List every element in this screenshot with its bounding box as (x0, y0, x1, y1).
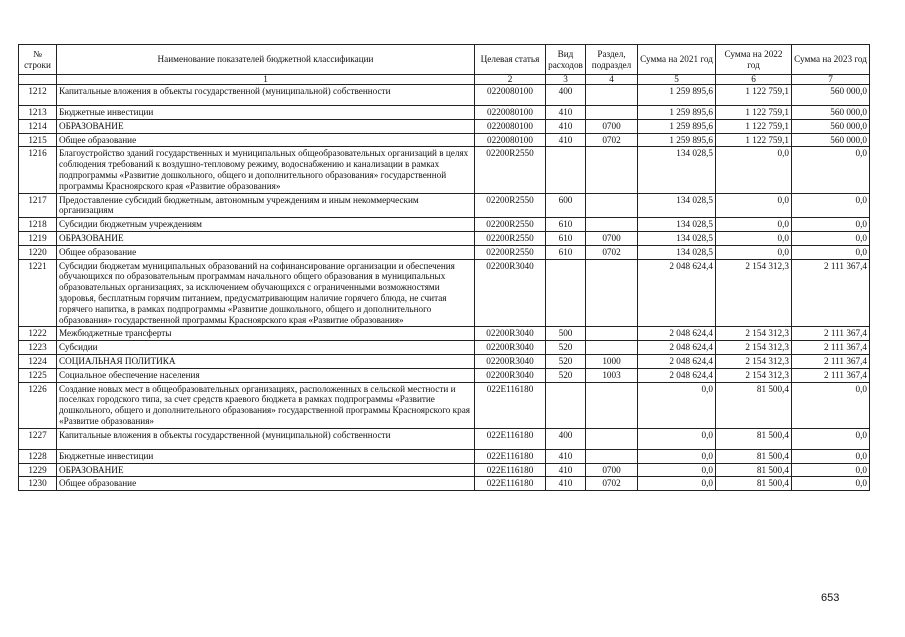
table-body (19, 85, 870, 491)
expense-type-cell: 410 (546, 106, 586, 120)
table-row (19, 231, 870, 245)
sum-2023-cell: 2 111 367,4 (792, 259, 870, 327)
target-article-cell: 0220080100 (475, 133, 546, 147)
section-cell (586, 449, 638, 463)
column-number: 1 (57, 75, 475, 85)
sum-2022-cell: 81 500,4 (716, 428, 792, 449)
header-name: Наименование показателей бюджетной классификации (57, 45, 475, 75)
indicator-name-cell: Бюджетные инвестиции (57, 449, 475, 463)
target-article-cell: 02200R2550 (475, 218, 546, 232)
target-article-cell: 02200R2550 (475, 231, 546, 245)
row-number-cell: 1221 (19, 259, 57, 327)
table-row (19, 147, 870, 193)
section-cell (586, 147, 638, 193)
sum-2021-cell: 2 048 624,4 (638, 341, 716, 355)
table-row (19, 428, 870, 449)
target-article-cell: 0220080100 (475, 85, 546, 106)
table-row (19, 133, 870, 147)
sum-2021-cell: 1 259 895,6 (638, 119, 716, 133)
sum-2021-cell: 2 048 624,4 (638, 259, 716, 327)
section-cell: 0700 (586, 231, 638, 245)
header-sum-2021: Сумма на 2021 год (638, 45, 716, 75)
expense-type-cell: 410 (546, 133, 586, 147)
expense-type-cell: 400 (546, 85, 586, 106)
sum-2021-cell: 0,0 (638, 449, 716, 463)
expense-type-cell: 410 (546, 449, 586, 463)
indicator-name-cell: Субсидии бюджетам муниципальных образований на софинансирование организации и обеспечения обучающихся по образовательным программам начального общего образования в муниципальных образовательных организациях, за исключением обучающихся с ограниченными возможностями здоровья, бесплатным горячим питанием, предусматривающим наличие горячего блюда, не считая горячего напитка, в рамках подпрограммы «Развитие дошкольного, общего и дополнительного образования» государственной программы Красноярского края «Развитие образования» (57, 259, 475, 327)
row-number-cell: 1228 (19, 449, 57, 463)
column-number: 5 (638, 75, 716, 85)
expense-type-cell (546, 382, 586, 428)
row-number-cell: 1222 (19, 327, 57, 341)
sum-2022-cell: 0,0 (716, 245, 792, 259)
indicator-name-cell: Капитальные вложения в объекты государственной (муниципальной) собственности (57, 85, 475, 106)
header-expense-type: Вид расходов (546, 45, 586, 75)
expense-type-cell: 410 (546, 477, 586, 491)
table-row (19, 119, 870, 133)
row-number-cell: 1229 (19, 463, 57, 477)
indicator-name-cell: Социальное обеспечение населения (57, 368, 475, 382)
column-number: 2 (475, 75, 546, 85)
indicator-name-cell: Общее образование (57, 477, 475, 491)
target-article-cell: 022E116180 (475, 382, 546, 428)
sum-2022-cell: 2 154 312,3 (716, 354, 792, 368)
sum-2023-cell: 0,0 (792, 218, 870, 232)
section-cell (586, 382, 638, 428)
table-row (19, 341, 870, 355)
sum-2021-cell: 0,0 (638, 382, 716, 428)
target-article-cell: 02200R3040 (475, 327, 546, 341)
sum-2022-cell: 81 500,4 (716, 449, 792, 463)
header-row (19, 45, 870, 75)
indicator-name-cell: Субсидии (57, 341, 475, 355)
expense-type-cell: 610 (546, 218, 586, 232)
table-row (19, 449, 870, 463)
target-article-cell: 022E116180 (475, 449, 546, 463)
header-sum-2022: Сумма на 2022 год (716, 45, 792, 75)
table-row (19, 218, 870, 232)
expense-type-cell (546, 147, 586, 193)
indicator-name-cell: СОЦИАЛЬНАЯ ПОЛИТИКА (57, 354, 475, 368)
target-article-cell: 022E116180 (475, 463, 546, 477)
target-article-cell: 022E116180 (475, 428, 546, 449)
sum-2022-cell: 81 500,4 (716, 463, 792, 477)
section-cell: 0702 (586, 477, 638, 491)
column-number-row (19, 75, 870, 85)
row-number-cell: 1219 (19, 231, 57, 245)
expense-type-cell: 410 (546, 119, 586, 133)
sum-2021-cell: 134 028,5 (638, 147, 716, 193)
sum-2021-cell: 1 259 895,6 (638, 133, 716, 147)
sum-2023-cell: 0,0 (792, 428, 870, 449)
indicator-name-cell: Бюджетные инвестиции (57, 106, 475, 120)
sum-2023-cell: 0,0 (792, 245, 870, 259)
section-cell (586, 193, 638, 218)
row-number-cell: 1218 (19, 218, 57, 232)
section-cell: 1000 (586, 354, 638, 368)
sum-2023-cell: 0,0 (792, 477, 870, 491)
indicator-name-cell: ОБРАЗОВАНИЕ (57, 231, 475, 245)
indicator-name-cell: Межбюджетные трансферты (57, 327, 475, 341)
row-number-cell: 1220 (19, 245, 57, 259)
expense-type-cell (546, 259, 586, 327)
header-target-article: Целевая статья (475, 45, 546, 75)
indicator-name-cell: ОБРАЗОВАНИЕ (57, 463, 475, 477)
sum-2022-cell: 1 122 759,1 (716, 133, 792, 147)
indicator-name-cell: Общее образование (57, 133, 475, 147)
sum-2022-cell: 1 122 759,1 (716, 106, 792, 120)
row-number-cell: 1230 (19, 477, 57, 491)
sum-2022-cell: 2 154 312,3 (716, 259, 792, 327)
sum-2021-cell: 2 048 624,4 (638, 368, 716, 382)
sum-2023-cell: 560 000,0 (792, 119, 870, 133)
expense-type-cell: 610 (546, 231, 586, 245)
sum-2022-cell: 0,0 (716, 231, 792, 245)
sum-2021-cell: 134 028,5 (638, 218, 716, 232)
sum-2021-cell: 134 028,5 (638, 231, 716, 245)
sum-2021-cell: 0,0 (638, 428, 716, 449)
indicator-name-cell: ОБРАЗОВАНИЕ (57, 119, 475, 133)
sum-2022-cell: 0,0 (716, 147, 792, 193)
expense-type-cell: 610 (546, 245, 586, 259)
sum-2021-cell: 2 048 624,4 (638, 354, 716, 368)
target-article-cell: 0220080100 (475, 119, 546, 133)
table-row (19, 382, 870, 428)
section-cell (586, 85, 638, 106)
section-cell: 0700 (586, 119, 638, 133)
section-cell: 1003 (586, 368, 638, 382)
header-sum-2023: Сумма на 2023 год (792, 45, 870, 75)
header-section: Раздел, подраздел (586, 45, 638, 75)
sum-2022-cell: 2 154 312,3 (716, 327, 792, 341)
table-row (19, 463, 870, 477)
table-row (19, 193, 870, 218)
section-cell (586, 218, 638, 232)
sum-2022-cell: 0,0 (716, 193, 792, 218)
sum-2021-cell: 2 048 624,4 (638, 327, 716, 341)
target-article-cell: 02200R3040 (475, 341, 546, 355)
table-row (19, 245, 870, 259)
target-article-cell: 02200R3040 (475, 354, 546, 368)
section-cell (586, 341, 638, 355)
sum-2023-cell: 0,0 (792, 147, 870, 193)
table-row (19, 259, 870, 327)
indicator-name-cell: Капитальные вложения в объекты государственной (муниципальной) собственности (57, 428, 475, 449)
section-cell (586, 327, 638, 341)
sum-2023-cell: 560 000,0 (792, 133, 870, 147)
header-row-number: № строки (19, 45, 57, 75)
section-cell: 0702 (586, 245, 638, 259)
target-article-cell: 02200R2550 (475, 245, 546, 259)
sum-2021-cell: 1 259 895,6 (638, 85, 716, 106)
sum-2022-cell: 81 500,4 (716, 477, 792, 491)
sum-2023-cell: 2 111 367,4 (792, 354, 870, 368)
indicator-name-cell: Создание новых мест в общеобразовательных организациях, расположенных в сельской местности и поселках городского типа, за счет средств краевого бюджета в рамках подпрограммы «Развитие дошкольного, общего и дополнительного образования» государственной программы Красноярского края «Развитие образования» (57, 382, 475, 428)
table-row (19, 354, 870, 368)
row-number-cell: 1227 (19, 428, 57, 449)
table-row (19, 327, 870, 341)
table-row (19, 106, 870, 120)
sum-2021-cell: 0,0 (638, 463, 716, 477)
sum-2023-cell: 0,0 (792, 193, 870, 218)
row-number-cell: 1214 (19, 119, 57, 133)
column-number: 7 (792, 75, 870, 85)
section-cell (586, 106, 638, 120)
sum-2023-cell: 0,0 (792, 463, 870, 477)
row-number-cell: 1212 (19, 85, 57, 106)
expense-type-cell: 600 (546, 193, 586, 218)
section-cell: 0702 (586, 133, 638, 147)
row-number-cell: 1215 (19, 133, 57, 147)
expense-type-cell: 520 (546, 341, 586, 355)
sum-2022-cell: 0,0 (716, 218, 792, 232)
sum-2022-cell: 1 122 759,1 (716, 119, 792, 133)
sum-2023-cell: 0,0 (792, 382, 870, 428)
column-number-empty (19, 75, 57, 85)
budget-table (18, 44, 870, 491)
target-article-cell: 0220080100 (475, 106, 546, 120)
table-row (19, 477, 870, 491)
indicator-name-cell: Субсидии бюджетным учреждениям (57, 218, 475, 232)
expense-type-cell: 500 (546, 327, 586, 341)
sum-2022-cell: 2 154 312,3 (716, 368, 792, 382)
sum-2023-cell: 2 111 367,4 (792, 327, 870, 341)
indicator-name-cell: Благоустройство зданий государственных и муниципальных общеобразовательных организаций в целях соблюдения требований к воздушно-тепловому режиму, водоснабжению и канализации в рамках подпрограммы «Развитие дошкольного, общего и дополнительного образования» государственной программы Красноярского края «Развитие образования» (57, 147, 475, 193)
row-number-cell: 1224 (19, 354, 57, 368)
sum-2021-cell: 1 259 895,6 (638, 106, 716, 120)
sum-2023-cell: 560 000,0 (792, 106, 870, 120)
sum-2022-cell: 81 500,4 (716, 382, 792, 428)
row-number-cell: 1217 (19, 193, 57, 218)
sum-2023-cell: 2 111 367,4 (792, 368, 870, 382)
target-article-cell: 02200R3040 (475, 368, 546, 382)
column-number: 6 (716, 75, 792, 85)
sum-2023-cell: 0,0 (792, 231, 870, 245)
indicator-name-cell: Предоставление субсидий бюджетным, автономным учреждениям и иным некоммерческим организациям (57, 193, 475, 218)
sum-2021-cell: 0,0 (638, 477, 716, 491)
sum-2021-cell: 134 028,5 (638, 193, 716, 218)
target-article-cell: 02200R2550 (475, 193, 546, 218)
target-article-cell: 02200R3040 (475, 259, 546, 327)
sum-2023-cell: 2 111 367,4 (792, 341, 870, 355)
row-number-cell: 1223 (19, 341, 57, 355)
section-cell (586, 428, 638, 449)
row-number-cell: 1216 (19, 147, 57, 193)
table-row (19, 368, 870, 382)
target-article-cell: 022E116180 (475, 477, 546, 491)
indicator-name-cell: Общее образование (57, 245, 475, 259)
row-number-cell: 1225 (19, 368, 57, 382)
sum-2021-cell: 134 028,5 (638, 245, 716, 259)
expense-type-cell: 520 (546, 368, 586, 382)
expense-type-cell: 520 (546, 354, 586, 368)
row-number-cell: 1226 (19, 382, 57, 428)
column-number: 4 (586, 75, 638, 85)
expense-type-cell: 410 (546, 463, 586, 477)
column-number: 3 (546, 75, 586, 85)
table-row (19, 85, 870, 106)
section-cell: 0700 (586, 463, 638, 477)
sum-2022-cell: 1 122 759,1 (716, 85, 792, 106)
sum-2023-cell: 560 000,0 (792, 85, 870, 106)
row-number-cell: 1213 (19, 106, 57, 120)
target-article-cell: 02200R2550 (475, 147, 546, 193)
expense-type-cell: 400 (546, 428, 586, 449)
sum-2023-cell: 0,0 (792, 449, 870, 463)
section-cell (586, 259, 638, 327)
page-number: 653 (821, 592, 840, 604)
sum-2022-cell: 2 154 312,3 (716, 341, 792, 355)
